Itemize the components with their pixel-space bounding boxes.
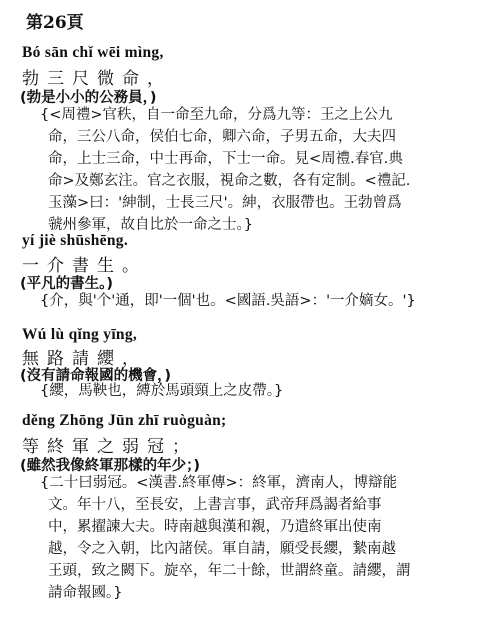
entry-translation: (雖然我像終軍那樣的年少；) [20, 458, 201, 474]
note-line: 命，上士三命，中士再命，下士一命。見<周禮.春官.典 [48, 151, 403, 167]
page-label: 第26頁 [26, 13, 84, 33]
entry-pinyin: Bó sān chǐ wēi mìng, [22, 44, 164, 61]
entry-note [40, 290, 472, 312]
note-line: {<周禮>官秩，自一命至九命，分爲九等：王之上公九 [40, 107, 393, 123]
entry-note [40, 104, 472, 236]
entry-pinyin: Wú lù qǐng yīng, [22, 326, 138, 343]
note-line: 王頭，致之闕下。旋卒，年二十餘，世謂終童。請纓，謂 [48, 563, 411, 579]
entry-chinese: 無路請纓， [22, 349, 147, 369]
note-line: {二十曰弱冠。<漢書.終軍傳>：終軍，濟南人，博辯能 [40, 475, 398, 491]
note-line: 虢州參軍，故自比於一命之士。} [48, 217, 253, 233]
note-line: 越，令之入朝，比內諸侯。軍自請，願受長纓，縶南越 [48, 541, 396, 557]
entry-translation: (沒有請命報國的機會，) [20, 368, 172, 384]
entry-chinese: 等終軍之弱冠； [22, 437, 197, 457]
entry-note [40, 472, 472, 604]
note-line: 命>及鄭玄注。官之衣服，視命之數，各有定制。<禮記. [48, 173, 411, 189]
entry-translation: (勃是小小的公務員，) [20, 90, 157, 106]
note-line: 命，三公八命，侯伯七命，卿六命，子男五命，大夫四 [48, 129, 396, 145]
entry-pinyin: děng Zhōng Jūn zhī ruòguàn; [22, 412, 227, 429]
note-line: 玉藻>曰：'紳制，士長三尺'。紳，衣服帶也。王勃曾爲 [48, 195, 402, 211]
note-line: 文。年十八，至長安，上書言事，武帝拜爲謁者給事 [48, 497, 382, 513]
note-line: {纓，馬鞅也，縛於馬頭頸上之皮帶。} [40, 383, 284, 399]
entry-note [40, 380, 472, 402]
note-line: 中，累擢諫大夫。時南越與漢和親，乃遣終軍出使南 [48, 519, 382, 535]
note-line: {介，與'个'通，即'一個'也。<國語.吳語>：'一介嫡女。'} [40, 293, 416, 309]
entry-chinese: 一介書生。 [22, 256, 147, 276]
entry-chinese: 勃三尺微命， [22, 69, 172, 89]
entry-pinyin: yí jiè shūshēng. [22, 232, 129, 249]
note-line: 請命報國。} [48, 585, 123, 601]
entry-translation: (平凡的書生。) [20, 276, 114, 292]
